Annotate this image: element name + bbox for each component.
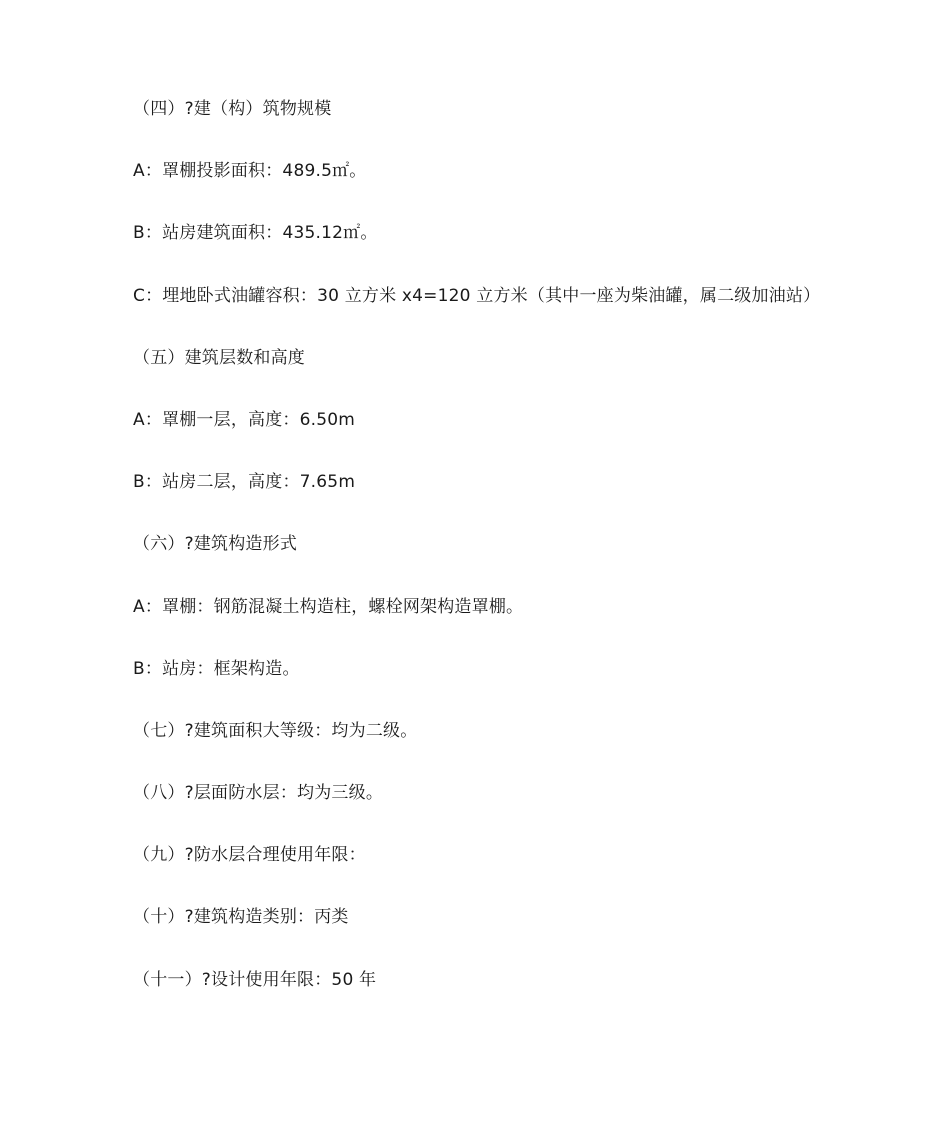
section-heading-scale: （四）?建（构）筑物规模 xyxy=(133,99,332,119)
section-heading-floors-height: （五）建筑层数和高度 xyxy=(133,347,305,368)
section-waterproof-life: （九）?防水层合理使用年限： xyxy=(133,845,366,866)
canopy-structure-line: A：罩棚：钢筋混凝土构造柱，螺栓网架构造罩棚。 xyxy=(133,596,524,617)
section-roof-waterproof: （八）?层面防水层：均为三级。 xyxy=(133,783,384,804)
section-structure-category: （十）?建筑构造类别：丙类 xyxy=(133,907,349,928)
station-height-line: B：站房二层，高度：7.65m xyxy=(133,472,356,493)
station-structure-line: B：站房：框架构造。 xyxy=(133,658,300,679)
tank-capacity-line: C：埋地卧式油罐容积：30 立方米 x4=120 立方米（其中一座为柴油罐，属二级加油站） xyxy=(133,285,821,306)
station-building-area-line: B：站房建筑面积：435.12㎡。 xyxy=(133,223,378,244)
section-design-life: （十一）?设计使用年限：50 年 xyxy=(133,969,377,990)
canopy-area-line: A：罩棚投影面积：489.5㎡。 xyxy=(133,161,367,182)
section-fire-rating: （七）?建筑面积大等级：均为二级。 xyxy=(133,720,418,741)
section-heading-structure: （六）?建筑构造形式 xyxy=(133,534,298,555)
canopy-height-line: A：罩棚一层，高度：6.50m xyxy=(133,409,356,430)
document-body xyxy=(133,94,893,1027)
